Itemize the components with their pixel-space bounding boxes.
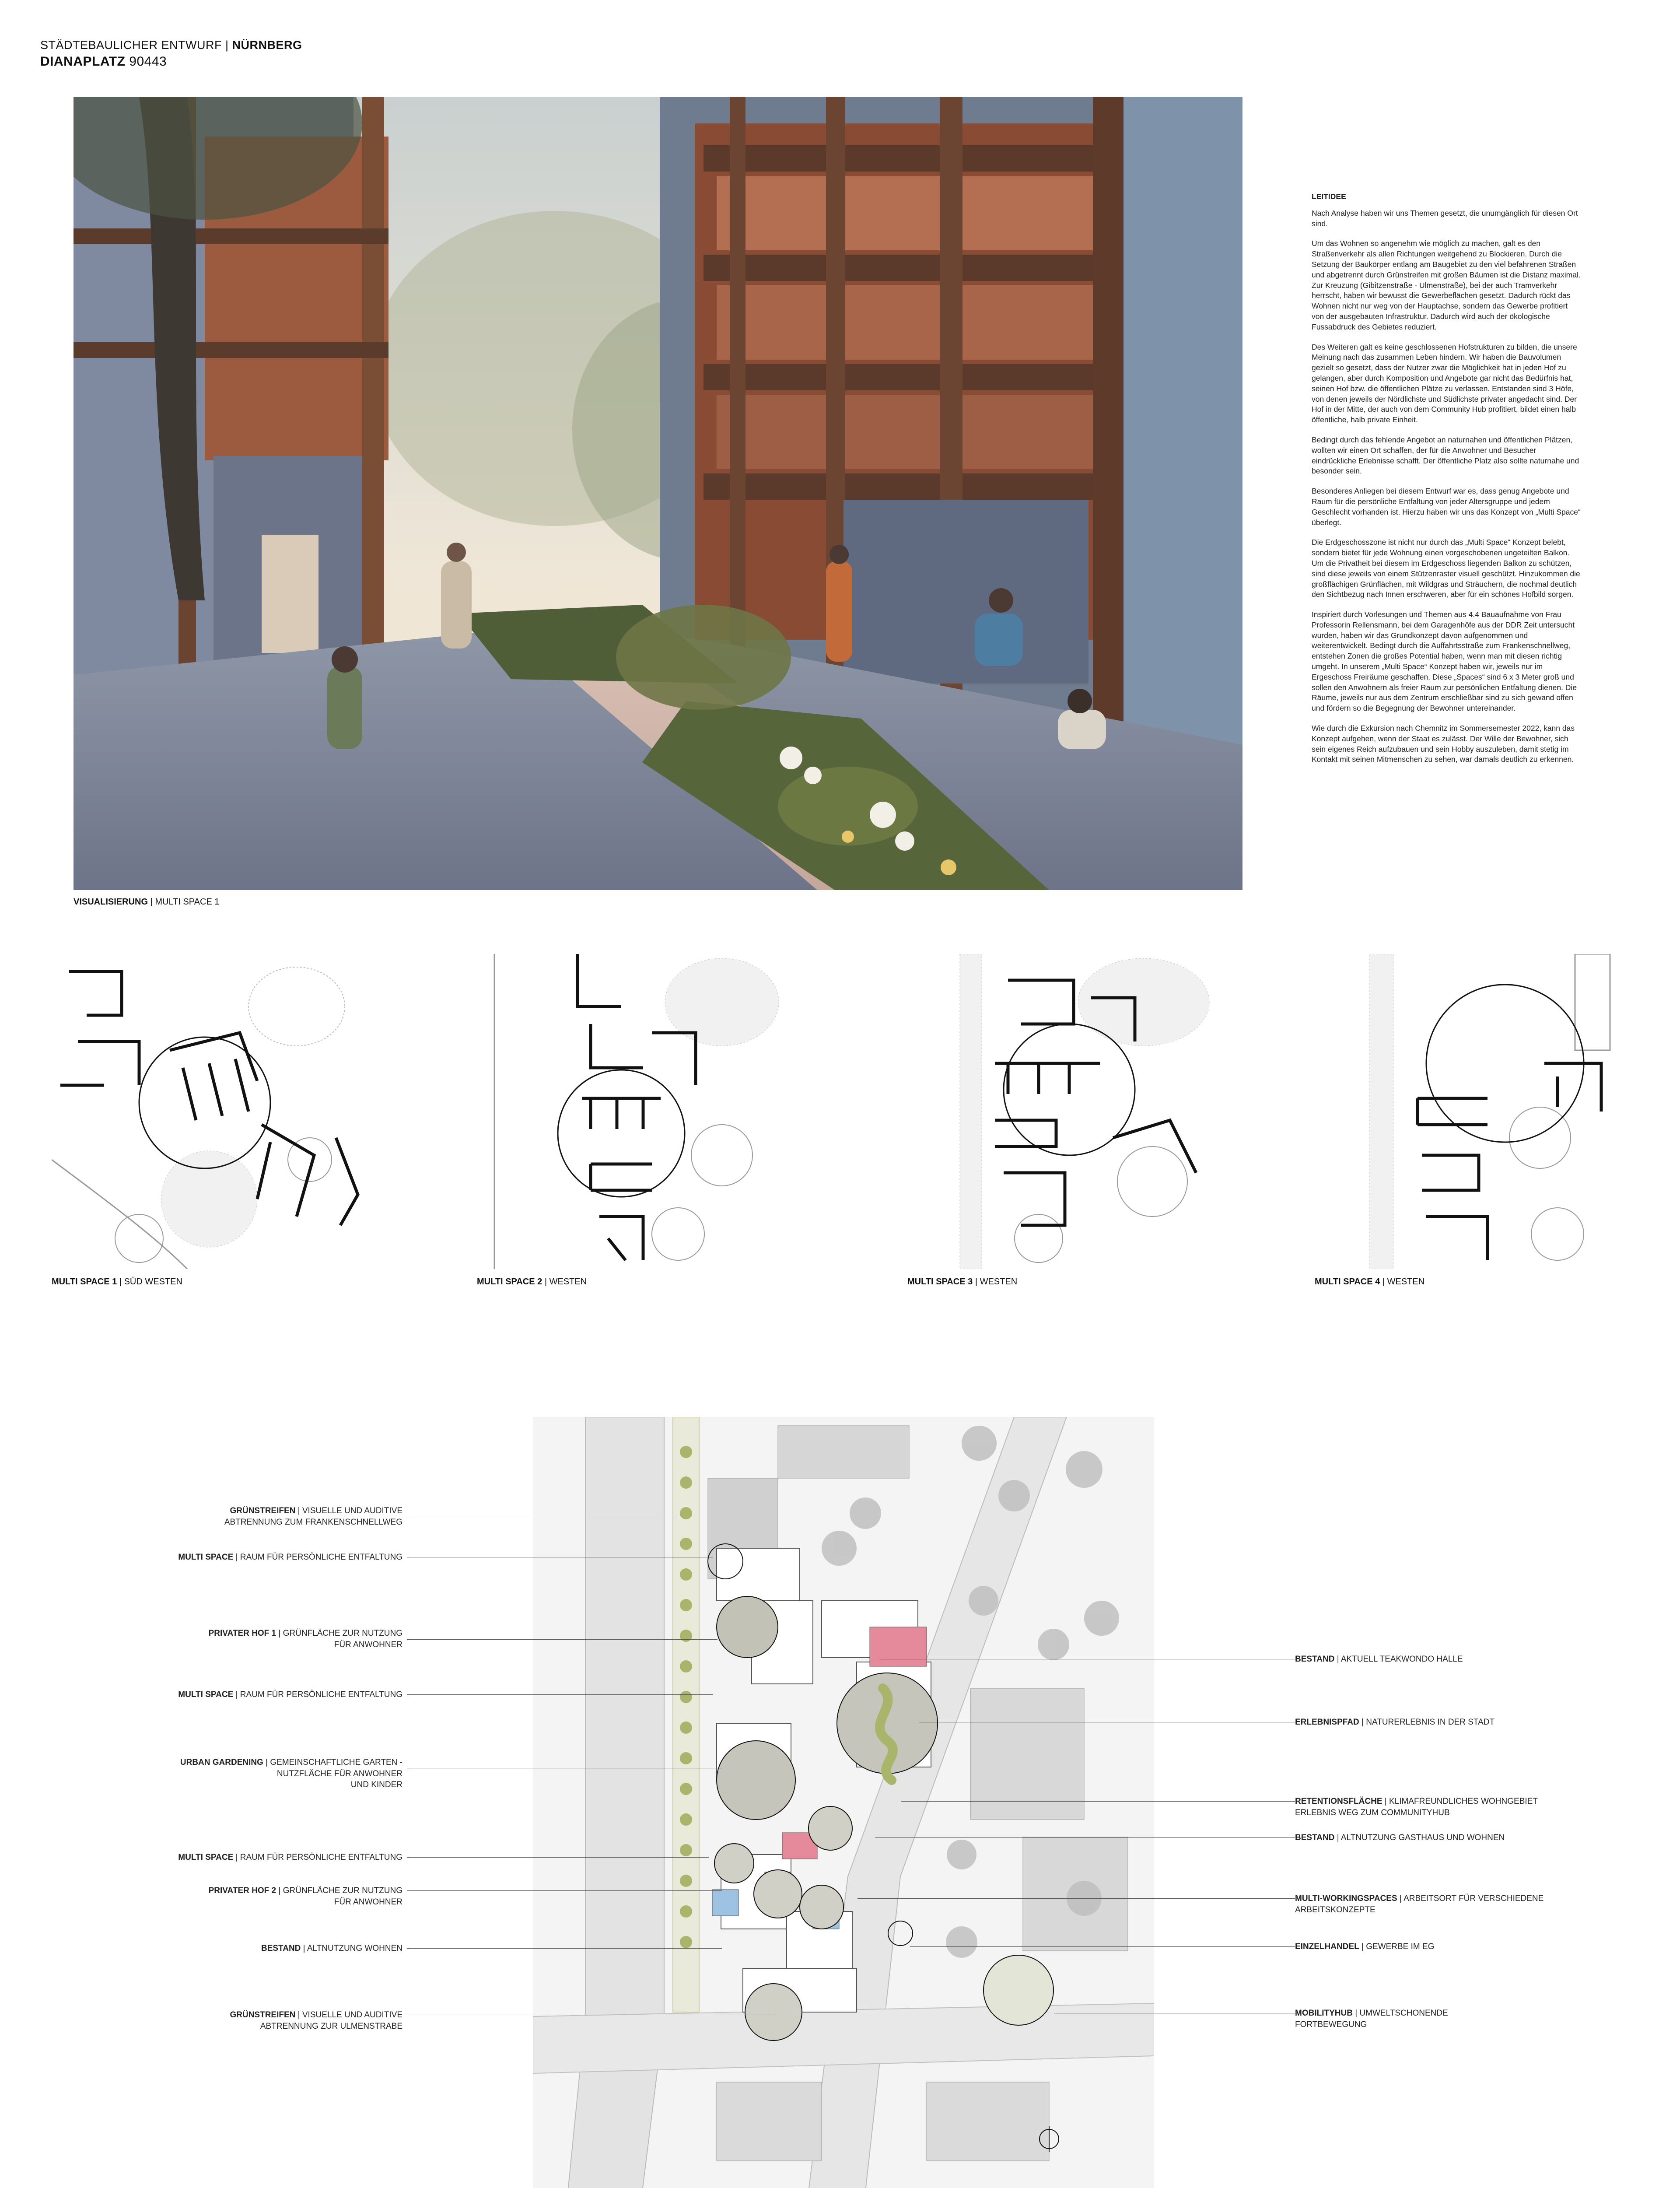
label-urban-gardening-line1: | GEMEINSCHAFTLICHE GARTEN -	[263, 1758, 402, 1767]
leitidee-paragraph-6: Die Erdgeschosszone ist nicht nur durch das „Multi Space“ Konzept belebt, sondern bietet für jede Wohnung einen vorgeschobenen ungeteilten Balkon. Um die Privatheit bei diesem im Erdgeschoss liegenden Balkon zu schützen, sind diese jeweils von einem Stützenraster visuell geschützt. Hinzukommen die großflächigen Grünflächen, mit Wildgras und Sträuchern, die nochmal deutlich den Sichtbezug nach Innen erschweren, aber für ein schönes Hofbild sorgen.	[1312, 538, 1580, 599]
label-einzelhandel	[1295, 1941, 1434, 1953]
leitidee-paragraph-2: Um das Wohnen so angenehm wie möglich zu machen, galt es den Straßenverkehr als allen Richtungen weitgehend zu Blockieren. Durch die Setzung der Baukörper entlang am Baugebiet zu den viel befahrenen Straßen und abgetrennt durch Grünstreifen mit großen Bäumen ist die Distanz maximal. Zur Kreuzung (Gibitzenstraße - Ulmenstraße), bei der auch Tramverkehr herrscht, haben wir bewusst die Gewerbeflächen gesetzt. Dadurch rückt das Wohnen nicht nur weg von der Hauptachse, sondern das Gewerbe profitiert von der ausgebauten Infrastruktur. Dadurch wird auch der ökologische Fussabdruck des Gebietes reduziert.	[1312, 239, 1581, 331]
label-bestand-wohnen-line1: | ALTNUTZUNG WOHNEN	[301, 1944, 402, 1953]
multi-space-4-caption	[1315, 1277, 1424, 1287]
label-bestand-halle-bold: BESTAND	[1295, 1655, 1335, 1664]
label-privater-hof-2-line2: FÜR ANWOHNER	[334, 1897, 402, 1907]
multi-space-plan-4	[1330, 954, 1636, 1269]
label-gruenstreifen-1-bold: GRÜNSTREIFEN	[230, 1506, 296, 1515]
label-urban-gardening	[180, 1757, 402, 1791]
multi-space-1-caption	[52, 1277, 182, 1287]
leader-line	[407, 1639, 718, 1640]
label-gruenstreifen-1-line2: ABTRENNUNG ZUM FRANKENSCHNELLWEG	[224, 1517, 402, 1527]
label-multi-space-2-bold: MULTI SPACE	[178, 1690, 234, 1699]
label-multi-space-1-bold: MULTI SPACE	[178, 1553, 234, 1562]
label-multi-space-1-line1: | RAUM FÜR PERSÖNLICHE ENTFALTUNG	[233, 1553, 402, 1562]
label-einzelhandel-bold: EINZELHANDEL	[1295, 1942, 1359, 1951]
label-gruenstreifen-2-line2: ABTRENNUNG ZUR ULMENSTRABE	[260, 2021, 402, 2031]
label-multi-space-3	[178, 1852, 402, 1863]
leitidee-heading: LEITIDEE	[1312, 192, 1346, 201]
label-erlebnispfad-line1: | NATURERLEBNIS IN DER STADT	[1359, 1718, 1495, 1727]
leader-line	[858, 1898, 1295, 1899]
label-gruenstreifen-2	[230, 2009, 402, 2032]
multi-space-2-caption-bold: MULTI SPACE 2	[477, 1277, 542, 1287]
header-project-type	[40, 39, 302, 52]
label-multi-space-2-line1: | RAUM FÜR PERSÖNLICHE ENTFALTUNG	[233, 1690, 402, 1699]
label-urban-gardening-line3: UND KINDER	[350, 1780, 402, 1790]
multi-space-2-caption-rest: | WESTEN	[542, 1277, 587, 1287]
label-gruenstreifen-2-line1: | VISUELLE UND AUDITIVE	[295, 2010, 402, 2020]
label-multi-workingspaces	[1295, 1893, 1544, 1915]
label-erlebnispfad	[1295, 1717, 1494, 1728]
label-erlebnispfad-bold: ERLEBNISPFAD	[1295, 1718, 1359, 1727]
site-plan	[533, 1417, 1154, 2188]
label-retentionsflaeche	[1295, 1796, 1538, 1818]
label-mobilityhub	[1295, 2008, 1448, 2030]
visualisation-image	[74, 97, 1242, 890]
label-privater-hof-1-line1: | GRÜNFLÄCHE ZUR NUTZUNG	[276, 1629, 402, 1638]
label-mobilityhub-bold: MOBILITYHUB	[1295, 2009, 1353, 2018]
leader-line	[875, 1837, 1295, 1838]
label-urban-gardening-line2: NUTZFLÄCHE FÜR ANWOHNER	[276, 1769, 402, 1778]
visualisation-caption-bold: VISUALISIERUNG	[74, 897, 148, 907]
multi-space-4-caption-rest: | WESTEN	[1380, 1277, 1425, 1287]
leitidee-text	[1312, 192, 1582, 775]
leader-line	[407, 1694, 713, 1695]
label-einzelhandel-line1: | GEWERBE IM EG	[1359, 1942, 1435, 1951]
multi-space-2-caption	[477, 1277, 587, 1287]
label-bestand-wohnen	[261, 1943, 402, 1954]
multi-space-plan-3	[907, 954, 1214, 1269]
label-urban-gardening-bold: URBAN GARDENING	[180, 1758, 263, 1767]
label-privater-hof-1-bold: PRIVATER HOF 1	[208, 1629, 276, 1638]
leitidee-paragraph-3: Des Weiteren galt es keine geschlossenen Hofstrukturen zu bilden, die unsere Meinung nach das zusammen Leben hindern. Wir haben die Bauvolumen gezielt so gesetzt, dass der Nutzer zwar die Möglichkeit hat in jeden Hof zu gelangen, aber durch Komposition und Angebote gar nicht das Bedürfnis hat, seinen Hof bzw. die öffentlichen Plätze zu verlassen. Entstanden sind 3 Höfe, von denen jeweils der Nördlichste und Südlichste privater angedacht sind. Der Hof in der Mitte, der auch von dem Community Hub profitiert, bildet einen halb öffentliche, halb private Einheit.	[1312, 342, 1577, 424]
label-mobilityhub-line2: FORTBEWEGUNG	[1295, 2020, 1367, 2029]
multi-space-3-caption-bold: MULTI SPACE 3	[907, 1277, 973, 1287]
leader-line	[901, 1801, 1295, 1802]
header-city: NÜRNBERG	[232, 39, 302, 52]
label-gruenstreifen-2-bold: GRÜNSTREIFEN	[230, 2010, 296, 2020]
label-privater-hof-1	[209, 1628, 402, 1650]
label-bestand-gasthaus-line1: | ALTNUTZUNG GASTHAUS UND WOHNEN	[1334, 1833, 1505, 1842]
label-multi-workingspaces-bold: MULTI-WORKINGSPACES	[1295, 1894, 1397, 1903]
multi-space-4-caption-bold: MULTI SPACE 4	[1315, 1277, 1380, 1287]
multi-space-1-caption-bold: MULTI SPACE 1	[52, 1277, 117, 1287]
leader-line	[407, 1857, 709, 1858]
leitidee-paragraph-1: Nach Analyse haben wir uns Themen gesetzt, die unumgänglich für diesen Ort sind.	[1312, 208, 1578, 228]
leitidee-paragraph-7: Inspiriert durch Vorlesungen und Themen aus 4.4 Bauaufnahme von Frau Professorin Rellensmann, bei dem Garagenhöfe aus der DDR Zeit untersucht wurden, haben wir das Grundkonzept davon aufgenommen und weiterentwickelt. Bedingt durch die Auffahrtsstraße zum Frankenschnellweg, entstehen Zonen die großes Potential haben, wenn man mit diesen richtig umgeht. In unserem „Multi Space“ Konzept haben wir, jeweils nur im Ergeschoss Freiräume geschaffen. Diese „Spaces“ sind 6 x 3 Meter groß und sollen den Anwohnern als freier Raum zur persönlichen Entfaltung dienen. Die Räume, jeweils nur aus dem Zentrum erschließbar sind zu sich gewand offen und fördern so die Begegnung der Bewohner untereinander.	[1312, 610, 1577, 713]
header-place: DIANAPLATZ	[40, 54, 130, 69]
multi-space-1-caption-rest: | SÜD WESTEN	[117, 1277, 182, 1287]
header-zip: 90443	[129, 54, 167, 69]
label-bestand-wohnen-bold: BESTAND	[261, 1944, 301, 1953]
label-gruenstreifen-1-line1: | VISUELLE UND AUDITIVE	[295, 1506, 402, 1515]
label-multi-space-1	[178, 1552, 402, 1563]
label-multi-space-3-line1: | RAUM FÜR PERSÖNLICHE ENTFALTUNG	[233, 1853, 402, 1862]
leitidee-paragraph-8: Wie durch die Exkursion nach Chemnitz im Sommersemester 2022, kann das Konzept aufgehen, wenn der Staat es zulässt. Der Wille der Bewohner, sich sein eigenes Reich aufzubauen und sein Hobby auszuleben, damit stetig im Kontakt mit seinen Mitmenschen zu sehen, war damals deutlich zu erkennen.	[1312, 724, 1575, 764]
leader-line	[910, 1946, 1295, 1947]
label-privater-hof-2-bold: PRIVATER HOF 2	[208, 1886, 276, 1895]
label-gruenstreifen-1	[224, 1505, 402, 1528]
label-bestand-halle	[1295, 1654, 1463, 1665]
leader-line	[407, 1948, 722, 1949]
label-multi-workingspaces-line2: ARBEITSKONZEPTE	[1295, 1905, 1376, 1914]
multi-space-plan-2	[477, 954, 783, 1269]
label-privater-hof-2	[209, 1885, 402, 1907]
label-retentionsflaeche-line1: | KLIMAFREUNDLICHES WOHNGEBIET	[1382, 1797, 1538, 1806]
visualisation-caption	[74, 897, 219, 907]
label-bestand-halle-line1: | AKTUELL TEAKWONDO HALLE	[1334, 1655, 1463, 1664]
multi-space-3-caption-rest: | WESTEN	[973, 1277, 1018, 1287]
leitidee-paragraph-5: Besonderes Anliegen bei diesem Entwurf war es, dass genug Angebote und Raum für die persönliche Entfaltung von jeder Altersgruppe und jedem Geschlecht vorhanden ist. Hierzu haben wir uns das Konzept von „Multi Space“ überlegt.	[1312, 487, 1581, 527]
header-project-title	[40, 54, 167, 69]
multi-space-3-caption	[907, 1277, 1017, 1287]
label-retentionsflaeche-line2: ERLEBNIS WEG ZUM COMMUNITYHUB	[1295, 1808, 1450, 1817]
header-type-label: STÄDTEBAULICHER ENTWURF |	[40, 39, 232, 52]
visualisation-caption-rest: | MULTI SPACE 1	[148, 897, 220, 907]
label-retentionsflaeche-bold: RETENTIONSFLÄCHE	[1295, 1797, 1382, 1806]
label-multi-space-2	[178, 1689, 402, 1701]
label-multi-workingspaces-line1: | ARBEITSORT FÜR VERSCHIEDENE	[1397, 1894, 1544, 1903]
label-bestand-gasthaus-bold: BESTAND	[1295, 1833, 1335, 1842]
label-privater-hof-2-line1: | GRÜNFLÄCHE ZUR NUTZUNG	[276, 1886, 402, 1895]
label-bestand-gasthaus	[1295, 1832, 1505, 1844]
multi-space-plan-1	[52, 954, 362, 1269]
label-multi-space-3-bold: MULTI SPACE	[178, 1853, 234, 1862]
leader-line	[407, 1890, 722, 1891]
leitidee-paragraph-4: Bedingt durch das fehlende Angebot an naturnahen und öffentlichen Plätzen, wollten wir einen Ort schaffen, der für die Anwohner und Besucher eindrückliche Erlebnisse schafft. Der öffentliche Platz also sollte naturnahe und besonder sein.	[1312, 435, 1579, 476]
label-mobilityhub-line1: | UMWELTSCHONENDE	[1352, 2009, 1448, 2018]
label-privater-hof-1-line2: FÜR ANWOHNER	[334, 1640, 402, 1649]
